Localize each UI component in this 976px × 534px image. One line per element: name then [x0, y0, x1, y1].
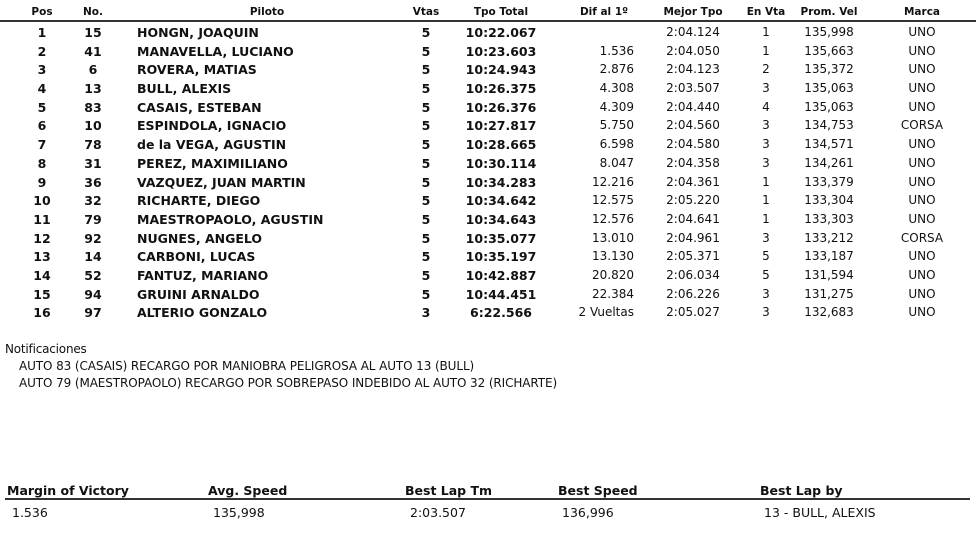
cell-prom-vel: 135,372 [804, 62, 854, 77]
cell-no: 10 [84, 118, 102, 134]
cell-prom-vel: 134,261 [804, 155, 854, 170]
cell-mejor-tpo: 2:03.507 [666, 81, 720, 96]
column-header-no: No. [83, 6, 103, 18]
cell-prom-vel: 135,998 [804, 25, 854, 39]
cell-marca: UNO [908, 286, 936, 301]
cell-vtas: 5 [421, 25, 431, 40]
cell-prom-vel: 135,063 [804, 99, 854, 114]
cell-dif: 4.308 [599, 81, 634, 96]
cell-dif: 2.876 [599, 62, 634, 77]
cell-vtas: 5 [421, 43, 431, 59]
cell-piloto: FANTUZ, MARIANO [137, 267, 269, 283]
cell-piloto: NUGNES, ANGELO [137, 230, 263, 246]
column-header-mejor-tpo: Mejor Tpo [663, 6, 723, 18]
cell-vtas: 5 [421, 230, 431, 246]
cell-en-vta: 5 [762, 249, 770, 264]
column-header-dif: Dif al 1º [579, 6, 629, 18]
cell-prom-vel: 135,063 [804, 81, 854, 96]
cell-marca: UNO [908, 174, 936, 189]
cell-vtas: 5 [421, 249, 431, 265]
cell-prom-vel: 131,275 [804, 286, 854, 301]
cell-piloto: BULL, ALEXIS [137, 81, 232, 97]
cell-dif: 8.047 [599, 155, 634, 170]
cell-mejor-tpo: 2:05.027 [666, 305, 720, 320]
summary-value-avg-speed: 135,998 [213, 505, 265, 520]
cell-mejor-tpo: 2:04.580 [666, 137, 720, 152]
cell-mejor-tpo: 2:06.034 [666, 267, 720, 282]
results-table-header [0, 6, 976, 22]
cell-no: 97 [84, 305, 102, 321]
cell-dif: 6.598 [599, 137, 634, 152]
cell-prom-vel: 134,753 [804, 118, 854, 133]
cell-prom-vel: 133,304 [804, 193, 854, 208]
summary-label-margin-of-victory: Margin of Victory [7, 483, 129, 498]
cell-dif: 4.309 [599, 99, 634, 114]
cell-no: 15 [84, 25, 102, 40]
cell-pos: 2 [37, 43, 47, 59]
summary-label-best-lap-tm: Best Lap Tm [405, 483, 493, 498]
cell-piloto: CASAIS, ESTEBAN [137, 99, 262, 115]
table-row [0, 79, 976, 98]
cell-pos: 7 [37, 137, 47, 153]
cell-piloto: MANAVELLA, LUCIANO [137, 43, 294, 59]
cell-no: 79 [84, 211, 102, 227]
cell-en-vta: 1 [762, 25, 770, 39]
cell-piloto: RICHARTE, DIEGO [137, 193, 261, 209]
cell-dif: 5.750 [599, 118, 634, 133]
cell-pos: 16 [33, 305, 51, 321]
cell-vtas: 5 [421, 62, 431, 78]
table-row [0, 285, 976, 304]
cell-tpo-total: 10:28.665 [465, 137, 537, 153]
cell-tpo-total: 10:27.817 [465, 118, 537, 134]
cell-piloto: HONGN, JOAQUIN [137, 25, 259, 40]
column-header-piloto: Piloto [249, 6, 285, 18]
cell-pos: 15 [33, 286, 51, 302]
table-row [0, 154, 976, 173]
cell-pos: 14 [33, 267, 51, 283]
cell-mejor-tpo: 2:04.961 [666, 230, 720, 245]
column-header-tpo-total: Tpo Total [473, 6, 529, 18]
cell-marca: UNO [908, 155, 936, 170]
cell-en-vta: 3 [762, 118, 770, 133]
cell-marca: UNO [908, 211, 936, 226]
cell-prom-vel: 133,212 [804, 230, 854, 245]
cell-vtas: 5 [421, 155, 431, 171]
cell-mejor-tpo: 2:04.050 [666, 43, 720, 58]
cell-mejor-tpo: 2:04.361 [666, 174, 720, 189]
cell-marca: UNO [908, 137, 936, 152]
cell-marca: UNO [908, 81, 936, 96]
table-row [0, 23, 976, 42]
cell-vtas: 5 [421, 81, 431, 97]
cell-tpo-total: 10:22.067 [465, 25, 537, 40]
cell-piloto: ESPINDOLA, IGNACIO [137, 118, 287, 134]
column-header-vtas: Vtas [412, 6, 440, 18]
cell-vtas: 5 [421, 211, 431, 227]
cell-marca: CORSA [900, 230, 944, 245]
cell-en-vta: 3 [762, 81, 770, 96]
cell-dif: 13.130 [592, 249, 634, 264]
cell-en-vta: 1 [762, 174, 770, 189]
table-row [0, 98, 976, 117]
cell-prom-vel: 133,379 [804, 174, 854, 189]
cell-dif: 12.576 [592, 211, 634, 226]
table-row [0, 135, 976, 154]
column-header-pos: Pos [31, 6, 53, 18]
cell-tpo-total: 10:42.887 [465, 267, 537, 283]
cell-marca: UNO [908, 193, 936, 208]
cell-no: 31 [84, 155, 102, 171]
cell-pos: 6 [37, 118, 47, 134]
cell-no: 32 [84, 193, 102, 209]
table-row [0, 210, 976, 229]
cell-piloto: PEREZ, MAXIMILIANO [137, 155, 288, 171]
cell-prom-vel: 133,303 [804, 211, 854, 226]
cell-dif: 1.536 [599, 43, 634, 58]
cell-pos: 11 [33, 211, 51, 227]
cell-marca: UNO [908, 249, 936, 264]
cell-prom-vel: 134,571 [804, 137, 854, 152]
notification-item: AUTO 83 (CASAIS) RECARGO POR MANIOBRA PELIGROSA AL AUTO 13 (BULL) [19, 359, 475, 373]
notifications-title: Notificaciones [5, 342, 87, 356]
cell-tpo-total: 10:44.451 [465, 286, 537, 302]
cell-pos: 10 [33, 193, 51, 209]
cell-mejor-tpo: 2:04.641 [666, 211, 720, 226]
table-row [0, 42, 976, 61]
cell-tpo-total: 10:35.077 [465, 230, 537, 246]
cell-no: 83 [84, 99, 102, 115]
cell-prom-vel: 132,683 [804, 305, 854, 320]
cell-vtas: 5 [421, 286, 431, 302]
cell-piloto: ALTERIO GONZALO [137, 305, 268, 321]
table-row [0, 229, 976, 248]
cell-vtas: 5 [421, 174, 431, 190]
cell-vtas: 5 [421, 99, 431, 115]
cell-tpo-total: 10:34.643 [465, 211, 537, 227]
cell-no: 52 [84, 267, 102, 283]
cell-dif: 20.820 [592, 267, 634, 282]
cell-tpo-total: 10:26.376 [465, 99, 537, 115]
cell-tpo-total: 10:34.642 [465, 193, 537, 209]
summary-label-best-lap-by: Best Lap by [760, 483, 843, 498]
cell-piloto: VAZQUEZ, JUAN MARTIN [137, 174, 306, 190]
notifications-list [19, 359, 557, 393]
cell-pos: 5 [37, 99, 47, 115]
summary-label-best-speed: Best Speed [558, 483, 638, 498]
cell-vtas: 5 [421, 193, 431, 209]
cell-pos: 9 [37, 174, 47, 190]
summary-label-avg-speed: Avg. Speed [208, 483, 288, 498]
summary-value-best-speed: 136,996 [562, 505, 614, 520]
cell-pos: 13 [33, 249, 51, 265]
cell-en-vta: 4 [762, 99, 770, 114]
cell-en-vta: 3 [762, 155, 770, 170]
table-row [0, 173, 976, 192]
cell-dif: 13.010 [592, 230, 634, 245]
table-row [0, 266, 976, 285]
cell-pos: 8 [37, 155, 47, 171]
cell-prom-vel: 135,663 [804, 43, 854, 58]
cell-no: 6 [88, 62, 98, 78]
cell-dif: 12.216 [592, 174, 634, 189]
column-header-prom-vel: Prom. Vel [800, 6, 858, 18]
cell-en-vta: 1 [762, 211, 770, 226]
notification-item: AUTO 79 (MAESTROPAOLO) RECARGO POR SOBREPASO INDEBIDO AL AUTO 32 (RICHARTE) [19, 376, 558, 390]
cell-pos: 4 [37, 81, 47, 97]
cell-no: 92 [84, 230, 102, 246]
column-header-en-vta: En Vta [746, 6, 786, 18]
cell-piloto: ROVERA, MATIAS [137, 62, 257, 78]
cell-tpo-total: 10:34.283 [465, 174, 537, 190]
cell-mejor-tpo: 2:04.358 [666, 155, 720, 170]
cell-marca: UNO [908, 99, 936, 114]
cell-marca: UNO [908, 25, 936, 39]
cell-en-vta: 3 [762, 286, 770, 301]
cell-vtas: 5 [421, 267, 431, 283]
cell-en-vta: 3 [762, 305, 770, 320]
cell-piloto: CARBONI, LUCAS [137, 249, 256, 265]
cell-tpo-total: 10:24.943 [465, 62, 537, 78]
cell-mejor-tpo: 2:04.440 [666, 99, 720, 114]
cell-dif: 2 Vueltas [578, 305, 634, 320]
cell-vtas: 5 [421, 137, 431, 153]
cell-mejor-tpo: 2:04.123 [666, 62, 720, 77]
cell-dif: 22.384 [592, 286, 634, 301]
cell-vtas: 3 [421, 305, 431, 321]
cell-en-vta: 3 [762, 137, 770, 152]
cell-en-vta: 1 [762, 193, 770, 208]
summary-value-margin-of-victory: 1.536 [12, 505, 48, 520]
column-header-marca: Marca [903, 6, 941, 18]
cell-no: 78 [84, 137, 102, 153]
cell-tpo-total: 10:23.603 [465, 43, 537, 59]
table-row [0, 60, 976, 79]
cell-marca: UNO [908, 267, 936, 282]
cell-en-vta: 1 [762, 43, 770, 58]
cell-piloto: MAESTROPAOLO, AGUSTIN [137, 211, 324, 227]
cell-no: 41 [84, 43, 102, 59]
cell-no: 94 [84, 286, 102, 302]
cell-no: 36 [84, 174, 102, 190]
cell-marca: UNO [908, 62, 936, 77]
cell-mejor-tpo: 2:05.371 [666, 249, 720, 264]
cell-pos: 12 [33, 230, 51, 246]
cell-piloto: de la VEGA, AGUSTIN [137, 137, 287, 153]
cell-piloto: GRUINI ARNALDO [137, 286, 260, 302]
table-row [0, 116, 976, 135]
cell-en-vta: 3 [762, 230, 770, 245]
cell-mejor-tpo: 2:04.560 [666, 118, 720, 133]
cell-en-vta: 5 [762, 267, 770, 282]
cell-tpo-total: 6:22.566 [470, 305, 532, 321]
cell-mejor-tpo: 2:05.220 [666, 193, 720, 208]
summary-values [5, 505, 970, 521]
cell-mejor-tpo: 2:04.124 [666, 25, 720, 39]
summary-header [5, 483, 970, 500]
summary-value-best-lap-tm: 2:03.507 [410, 505, 466, 520]
cell-marca: CORSA [900, 118, 944, 133]
table-row [0, 247, 976, 266]
table-row [0, 303, 976, 322]
cell-prom-vel: 131,594 [804, 267, 854, 282]
cell-marca: UNO [908, 305, 936, 320]
cell-vtas: 5 [421, 118, 431, 134]
cell-tpo-total: 10:35.197 [465, 249, 537, 265]
cell-marca: UNO [908, 43, 936, 58]
summary-value-best-lap-by: 13 - BULL, ALEXIS [764, 505, 876, 520]
cell-prom-vel: 133,187 [804, 249, 854, 264]
cell-pos: 1 [37, 25, 47, 40]
results-table-body [0, 23, 976, 322]
table-row [0, 191, 976, 210]
cell-en-vta: 2 [762, 62, 770, 77]
cell-mejor-tpo: 2:06.226 [666, 286, 720, 301]
cell-pos: 3 [37, 62, 47, 78]
cell-no: 14 [84, 249, 102, 265]
cell-tpo-total: 10:30.114 [465, 155, 537, 171]
cell-no: 13 [84, 81, 102, 97]
cell-tpo-total: 10:26.375 [465, 81, 537, 97]
cell-dif: 12.575 [592, 193, 634, 208]
